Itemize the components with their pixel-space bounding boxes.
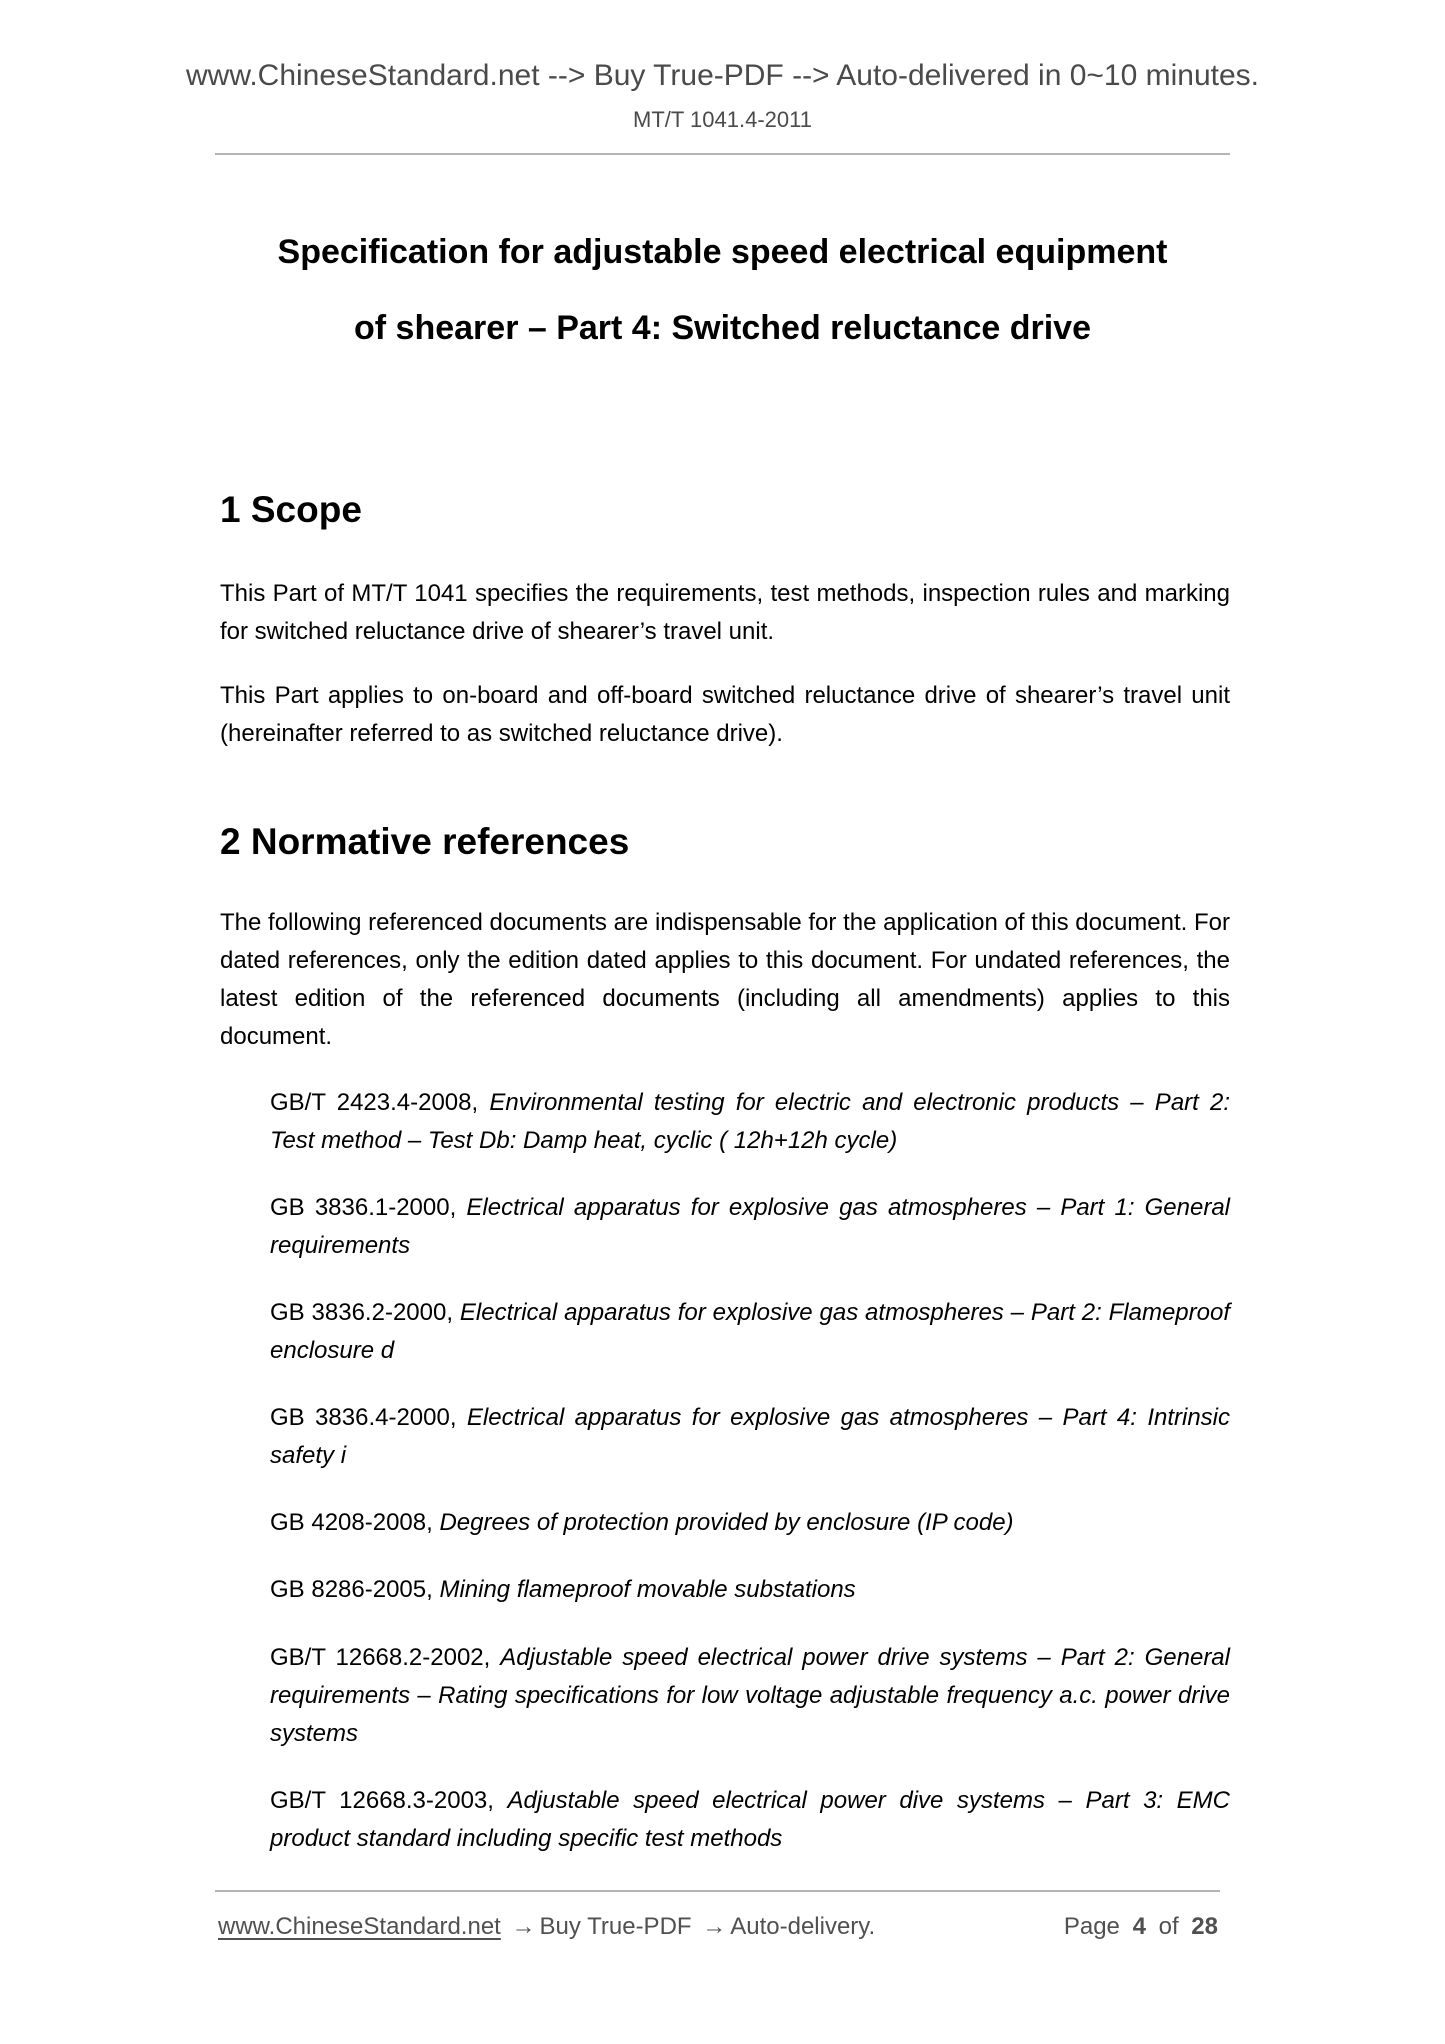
footer-delivery-text: Auto-delivery. <box>730 1913 876 1940</box>
reference-code: GB/T 12668.3-2003, <box>270 1787 508 1814</box>
document-title-line-1: Specification for adjustable speed electrical equipment <box>277 233 1168 271</box>
reference-code: GB 8286-2005, <box>270 1576 440 1603</box>
standard-code: MT/T 1041.4-2011 <box>633 107 812 132</box>
reference-title: Mining flameproof movable substations <box>439 1576 856 1603</box>
reference-title: Electrical apparatus for explosive gas atmospheres – Part 2: Flameproof enclosure d <box>270 1299 1231 1364</box>
document-title <box>0 214 1445 366</box>
reference-item <box>270 1571 1230 1609</box>
footer-site-link[interactable]: www.ChineseStandard.net <box>218 1913 501 1940</box>
reference-title: Environmental testing for electric and electronic products – Part 2: Test method – Test Db: Damp heat, cyclic ( 12h+12h cycle) <box>270 1089 1230 1154</box>
document-title-line-2: of shearer – Part 4: Switched reluctance drive <box>354 309 1091 347</box>
reference-title: Adjustable speed electrical power drive systems – Part 2: General requirements – Rating specifications for low voltage adjustable frequency a.c. power drive systems <box>270 1644 1230 1747</box>
section-heading-normative-references: 2 Normative references <box>220 821 630 862</box>
footer-divider <box>215 1890 1220 1892</box>
header-divider <box>215 153 1230 155</box>
page-footer <box>218 1912 1218 1942</box>
reference-title: Adjustable speed electrical power dive systems – Part 3: EMC product standard including specific test methods <box>270 1787 1230 1852</box>
scope-paragraph: This Part of MT/T 1041 specifies the requirements, test methods, inspection rules and marking for switched reluctance drive of shearer’s travel unit. <box>220 580 1230 645</box>
reference-item <box>270 1084 1230 1160</box>
reference-title: Degrees of protection provided by enclosure (IP code) <box>439 1509 1014 1536</box>
page-header <box>0 56 1445 134</box>
reference-code: GB/T 12668.2-2002, <box>270 1644 501 1671</box>
reference-item <box>270 1639 1230 1753</box>
total-pages: 28 <box>1191 1913 1218 1940</box>
reference-code: GB 3836.2-2000, <box>270 1299 460 1326</box>
footer-buy-text: Buy True-PDF <box>539 1913 692 1940</box>
reference-code: GB 4208-2008, <box>270 1509 440 1536</box>
reference-item <box>270 1294 1230 1370</box>
scope-paragraph: This Part applies to on-board and off-board switched reluctance drive of shearer’s travel unit (hereinafter referred to as switched reluctance drive). <box>220 682 1230 747</box>
current-page: 4 <box>1132 1913 1146 1940</box>
reference-title: Electrical apparatus for explosive gas atmospheres – Part 1: General requirements <box>270 1194 1230 1259</box>
of-label: of <box>1158 1913 1179 1940</box>
header-promo-text: www.ChineseStandard.net --> Buy True-PDF --> Auto-delivered in 0~10 minutes. <box>185 59 1260 92</box>
reference-code: GB/T 2423.4-2008, <box>270 1089 490 1116</box>
arrow-right-icon: → <box>511 1913 536 1940</box>
normative-references-intro: The following referenced documents are indispensable for the application of this document. For dated references, only the edition dated applies to this document. For undated references, the latest edition of the referenced documents (including all amendments) applies to this document. <box>220 909 1230 1050</box>
footer-promo <box>218 1912 875 1942</box>
page-label: Page <box>1063 1913 1120 1940</box>
reference-item <box>270 1399 1230 1475</box>
reference-code: GB 3836.1-2000, <box>270 1194 467 1221</box>
arrow-right-icon: → <box>702 1913 727 1940</box>
reference-code: GB 3836.4-2000, <box>270 1404 467 1431</box>
section-heading-scope: 1 Scope <box>220 489 362 530</box>
reference-title: Electrical apparatus for explosive gas atmospheres – Part 4: Intrinsic safety i <box>270 1404 1231 1469</box>
page-number <box>1064 1912 1218 1942</box>
reference-item <box>270 1189 1230 1265</box>
reference-item <box>270 1504 1230 1542</box>
reference-item <box>270 1782 1230 1858</box>
